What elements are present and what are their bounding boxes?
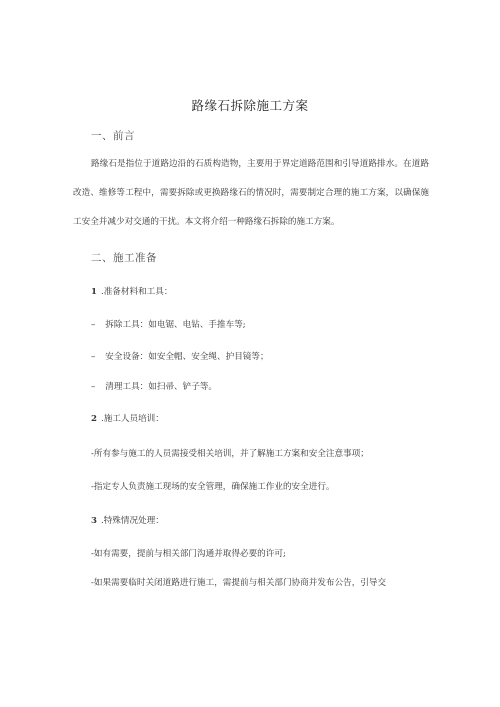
sub-item: – 拆除工具：如电锯、电钻、手推车等; [91, 320, 246, 330]
item-label: .准备材料和工具： [100, 287, 173, 297]
dash-bullet: – [91, 320, 96, 330]
section-heading-preparation: 二、施工准备 [91, 252, 157, 264]
sub-item: – 安全设备：如安全帽、安全绳、护目镜等； [91, 352, 269, 362]
item-number: 2 [91, 414, 97, 424]
item-label: .施工人员培训： [100, 414, 164, 424]
sub-item: -所有参与施工的人员需接受相关培训，并了解施工方案和安全注意事项； [91, 449, 369, 459]
item-number: 3 [91, 516, 97, 526]
sub-item: -指定专人负责施工现场的安全管理，确保施工作业的安全进行。 [91, 482, 335, 492]
dash-bullet: – [91, 382, 96, 392]
dash-bullet: – [91, 352, 96, 362]
item-number: 1 [91, 287, 97, 297]
preface-paragraph: 路缘石是指位于道路边沿的石质构造物，主要用于界定道路范围和引导道路排水。在道路改造、维修等工程中，需要拆除或更换路缘石的情况时，需要制定合理的施工方案，以确保施工安全并减少对交通的干扰。本文将介绍一种路缘石拆除的施工方案。 [73, 159, 429, 227]
list-item-materials [91, 285, 172, 297]
sub-item: – 清理工具：如扫帚、铲子等。 [91, 382, 218, 392]
section-heading-preface: 一、前言 [91, 130, 135, 142]
list-item-training [91, 412, 164, 424]
document-title: 路缘石拆除施工方案 [191, 98, 309, 113]
sub-item: -如有需要，提前与相关部门沟通并取得必要的许可; [91, 549, 286, 559]
item-label: .特殊情况处理： [100, 516, 164, 526]
sub-item: -如果需要临时关闭道路进行施工，需提前与相关部门协商并发布公告，引导交 [91, 578, 387, 588]
list-item-special-cases [91, 514, 164, 526]
